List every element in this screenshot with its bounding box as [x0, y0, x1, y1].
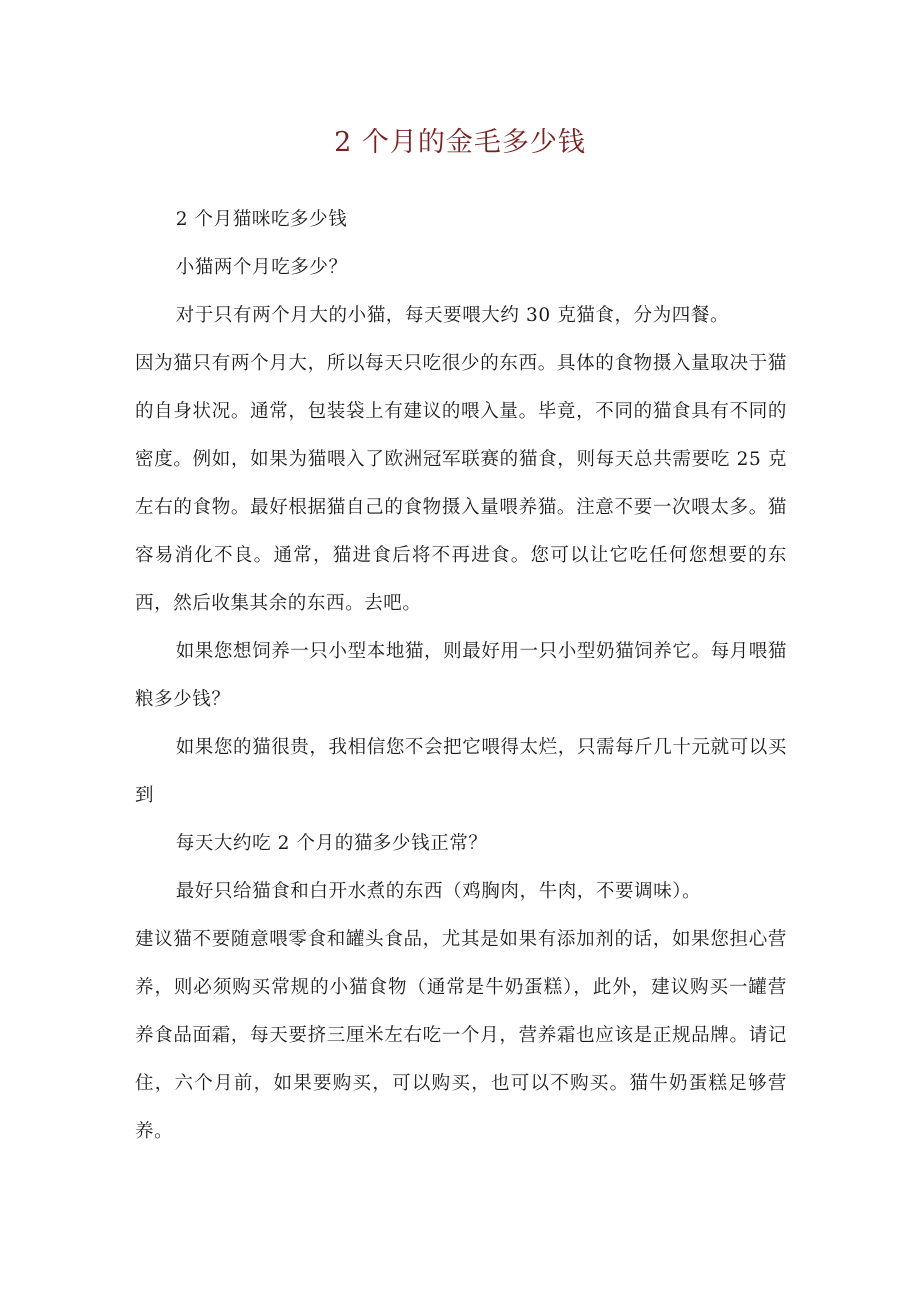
paragraph-feeding-details: 因为猫只有两个月大，所以每天只吃很少的东西。具体的食物摄入量取决于猫的自身状况。通常，包装袋上有建议的喂入量。毕竟，不同的猫食具有不同的密度。例如，如果为猫喂入了欧洲冠军联赛的猫食，则每天总共需要吃 25 克左右的食物。最好根据猫自己的食物摄入量喂养猫。注意不要一次喂太多。猫容易消化不良。通常，猫进食后将不再进食。您可以让它吃任何您想要的东西，然后收集其余的东西。去吧。 [135, 353, 787, 614]
paragraph-daily-amount: 对于只有两个月大的小猫，每天要喂大约 30 克猫食，分为四餐。 [175, 305, 730, 326]
document-body [135, 196, 787, 1156]
paragraph-advice: 建议猫不要随意喂零食和罐头食品，尤其是如果有添加剂的话，如果您担心营养，则必须购买常规的小猫食物（通常是牛奶蛋糕），此外，建议购买一罐营养食品面霜，每天要挤三厘米左右吃一个月，营养霜也应该是正规品牌。请记住，六个月前，如果要购买，可以购买，也可以不购买。猫牛奶蛋糕足够营养。 [135, 929, 787, 1142]
paragraph-expensive-cat: 如果您的猫很贵，我相信您不会把它喂得太烂，只需每斤几十元就可以买到 [135, 737, 787, 806]
paragraph-question-normal-cost: 每天大约吃 2 个月的猫多少钱正常？ [175, 833, 488, 854]
paragraph-recommended-food: 最好只给猫食和白开水煮的东西（鸡胸肉，牛肉，不要调味）。 [175, 881, 702, 902]
page-title: 2 个月的金毛多少钱 [334, 127, 586, 158]
paragraph-subheading-cost: 2 个月猫咪吃多少钱 [175, 209, 348, 230]
paragraph-question-amount: 小猫两个月吃多少？ [175, 257, 348, 278]
paragraph-local-cat: 如果您想饲养一只小型本地猫，则最好用一只小型奶猫饲养它。每月喂猫粮多少钱？ [135, 641, 787, 710]
